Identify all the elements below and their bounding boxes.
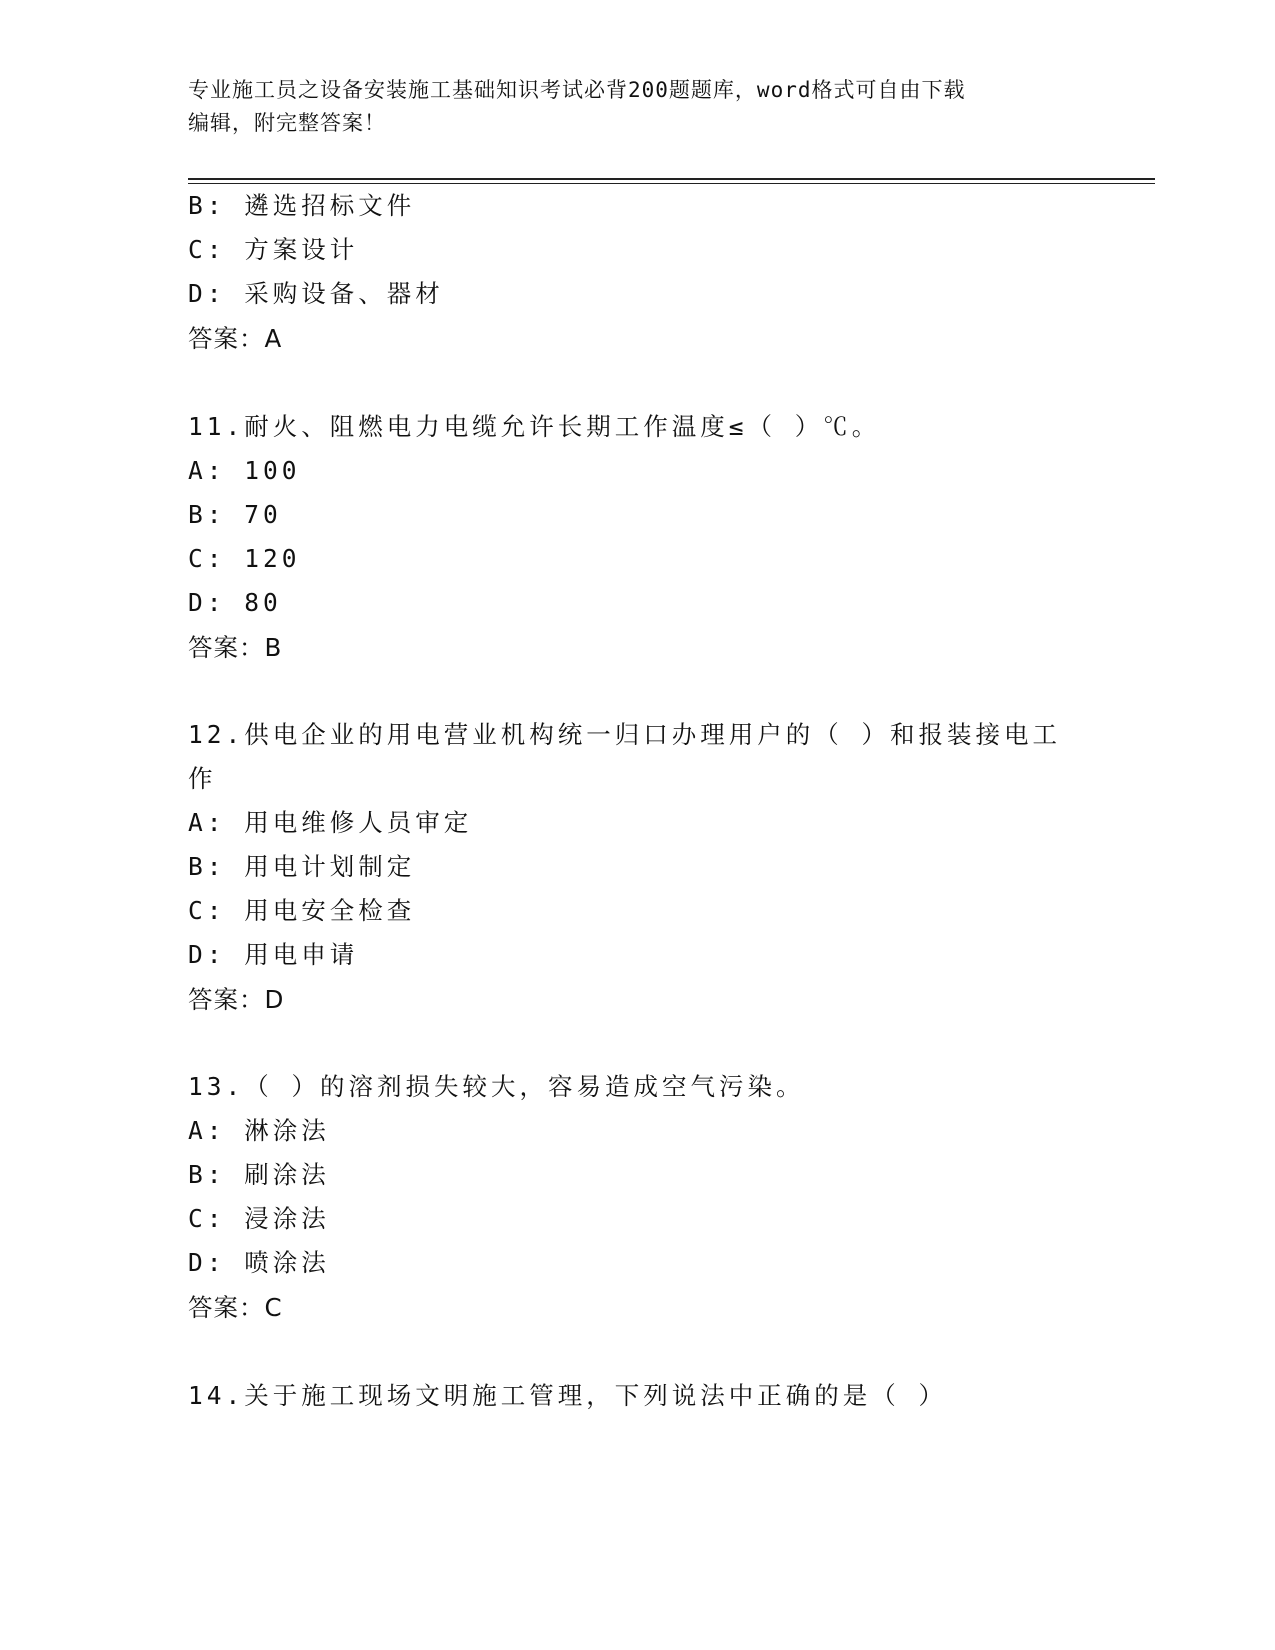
header-divider-thick	[188, 178, 1155, 180]
option-b: B: 刷涂法	[188, 1160, 330, 1189]
answer: 答案：D	[188, 985, 285, 1014]
question-text-continued: 作	[188, 764, 217, 793]
option-b: B: 70	[188, 500, 282, 529]
option-a: A: 用电维修人员审定	[188, 808, 473, 837]
title-line-2: 编辑，附完整答案！	[188, 111, 386, 135]
header-divider-thin	[188, 183, 1155, 184]
option-d: D: 喷涂法	[188, 1248, 330, 1277]
title-line-1: 专业施工员之设备安装施工基础知识考试必背200题题库，word格式可自由下载	[188, 78, 966, 102]
document-title	[188, 74, 1088, 140]
option-c: C: 用电安全检查	[188, 896, 416, 925]
question-text: 13.（ ）的溶剂损失较大，容易造成空气污染。	[188, 1072, 805, 1101]
answer: 答案：B	[188, 633, 283, 662]
option-a: A: 100	[188, 456, 301, 485]
option-d: D: 采购设备、器材	[188, 279, 444, 308]
option-d: D: 80	[188, 588, 282, 617]
option-b: B: 用电计划制定	[188, 852, 416, 881]
answer: 答案：C	[188, 1293, 283, 1322]
answer: 答案：A	[188, 324, 283, 353]
option-b: B: 遴选招标文件	[188, 191, 416, 220]
question-text: 12.供电企业的用电营业机构统一归口办理用户的（ ）和报装接电工	[188, 720, 1061, 749]
option-d: D: 用电申请	[188, 940, 359, 969]
option-c: C: 120	[188, 544, 301, 573]
question-text: 14.关于施工现场文明施工管理，下列说法中正确的是（ ）	[188, 1381, 947, 1410]
option-c: C: 方案设计	[188, 235, 359, 264]
option-c: C: 浸涂法	[188, 1204, 330, 1233]
question-text: 11.耐火、阻燃电力电缆允许长期工作温度≤（ ）℃。	[188, 412, 881, 441]
option-a: A: 淋涂法	[188, 1116, 330, 1145]
